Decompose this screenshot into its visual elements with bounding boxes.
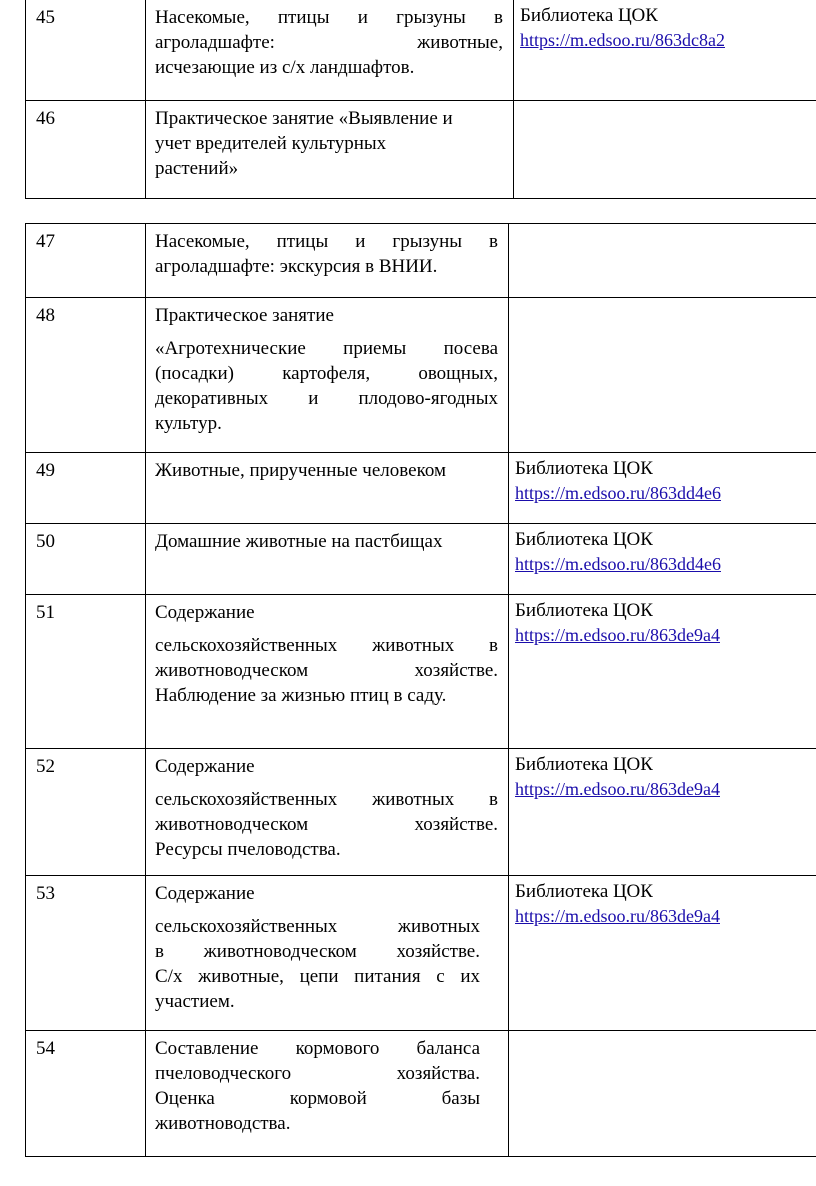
resource-link[interactable]: https://m.edsoo.ru/863dc8a2: [520, 30, 725, 50]
library-label: Библиотека ЦОК: [520, 5, 658, 26]
lesson-topic: Составление кормового баланса пчеловодческого хозяйства. Оценка кормовой базы животноводства.: [146, 1031, 509, 1157]
resource-cell: [509, 749, 816, 876]
row-number: 51: [26, 595, 146, 749]
resource-link[interactable]: https://m.edsoo.ru/863de9a4: [515, 625, 720, 645]
library-label: Библиотека ЦОК: [515, 881, 653, 902]
resource-cell: [509, 224, 816, 298]
lesson-topic: Содержание сельскохозяйственных животных в животноводческом хозяйстве. Наблюдение за жизнью птиц в саду.: [146, 595, 509, 749]
row-number: 54: [26, 1031, 146, 1157]
table-row: [26, 0, 816, 101]
lesson-table-top: [25, 0, 816, 199]
resource-cell: [509, 524, 816, 595]
library-label: Библиотека ЦОК: [515, 754, 653, 775]
resource-cell: [509, 453, 816, 524]
lesson-topic: Домашние животные на пастбищах: [146, 524, 509, 595]
lesson-topic: Практическое занятие «Агротехнические приемы посева (посадки) картофеля, овощных, декоративных и плодово-ягодных культур.: [146, 298, 509, 453]
table-row: [26, 595, 816, 749]
resource-cell: [509, 1031, 816, 1157]
lesson-topic: Насекомые, птицы и грызуны в агроладшафте: животные, исчезающие из с/х ландшафтов.: [146, 0, 514, 101]
row-number: 45: [26, 0, 146, 101]
row-number: 49: [26, 453, 146, 524]
table-row: [26, 876, 816, 1031]
resource-cell: [514, 101, 816, 199]
resource-link[interactable]: https://m.edsoo.ru/863dd4e6: [515, 483, 721, 503]
table-row: [26, 749, 816, 876]
row-number: 53: [26, 876, 146, 1031]
lesson-table-bottom: [25, 223, 816, 1157]
table-row: [26, 224, 816, 298]
lesson-topic: Насекомые, птицы и грызуны в агроладшафте: экскурсия в ВНИИ.: [146, 224, 509, 298]
library-label: Библиотека ЦОК: [515, 600, 653, 621]
table-row: [26, 101, 816, 199]
lesson-topic: Содержание сельскохозяйственных животных в животноводческом хозяйстве. Ресурсы пчеловодства.: [146, 749, 509, 876]
resource-link[interactable]: https://m.edsoo.ru/863dd4e6: [515, 554, 721, 574]
table-row: [26, 1031, 816, 1157]
table-row: [26, 453, 816, 524]
lesson-topic: Содержание сельскохозяйственных животных в животноводческом хозяйстве. С/х животные, цепи питания с их участием.: [146, 876, 509, 1031]
lesson-topic: Практическое занятие «Выявление и учет вредителей культурных растений»: [146, 101, 514, 199]
resource-cell: [514, 0, 816, 101]
row-number: 50: [26, 524, 146, 595]
table-row: [26, 524, 816, 595]
resource-cell: [509, 595, 816, 749]
table-row: [26, 298, 816, 453]
resource-cell: [509, 876, 816, 1031]
lesson-topic: Животные, прирученные человеком: [146, 453, 509, 524]
row-number: 47: [26, 224, 146, 298]
library-label: Библиотека ЦОК: [515, 458, 653, 479]
resource-cell: [509, 298, 816, 453]
row-number: 46: [26, 101, 146, 199]
resource-link[interactable]: https://m.edsoo.ru/863de9a4: [515, 779, 720, 799]
resource-link[interactable]: https://m.edsoo.ru/863de9a4: [515, 906, 720, 926]
row-number: 48: [26, 298, 146, 453]
row-number: 52: [26, 749, 146, 876]
library-label: Библиотека ЦОК: [515, 529, 653, 550]
